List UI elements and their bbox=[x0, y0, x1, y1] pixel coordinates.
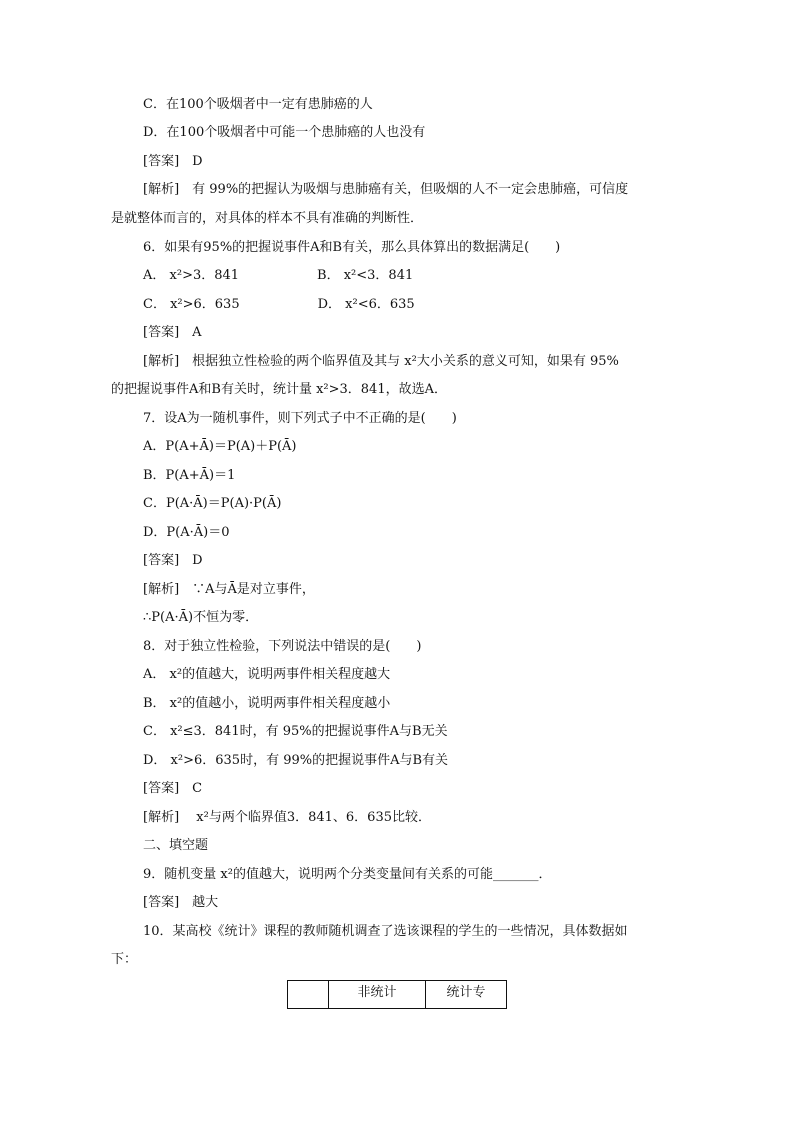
q8-option-c: C． x²≤3．841时，有 95%的把握说事件A与B无关 bbox=[143, 724, 448, 739]
question-6: 6．如果有95%的把握说事件A和B有关，那么具体算出的数据满足( ) bbox=[143, 240, 561, 255]
question-8: 8．对于独立性检验，下列说法中错误的是( ) bbox=[143, 639, 422, 654]
answer-label: [答案] C bbox=[143, 781, 203, 796]
question-9: 9．随机变量 x²的值越大，说明两个分类变量间有关系的可能_______． bbox=[143, 867, 552, 882]
analysis-text: [解析] 根据独立性检验的两个临界值及其与 x²大小关系的意义可知，如果有 95% bbox=[143, 354, 619, 369]
analysis-text-cont: ∴P(A·Ā)不恒为零． bbox=[143, 610, 259, 625]
answer-label: [答案] 越大 bbox=[143, 895, 219, 910]
q8-option-d: D． x²>6．635时，有 99%的把握说事件A与B有关 bbox=[143, 753, 449, 768]
analysis-text-cont: 是就整体而言的，对具体的样本不具有准确的判断性． bbox=[111, 211, 424, 226]
q6-options-ab: A． x²>3．841 B． x²<3．841 bbox=[143, 268, 414, 283]
answer-label: [答案] D bbox=[143, 553, 203, 568]
q8-option-a: A． x²的值越大，说明两事件相关程度越大 bbox=[143, 667, 391, 682]
analysis-text: [解析] ∵A与Ā是对立事件， bbox=[143, 582, 315, 597]
question-10: 10．某高校《统计》课程的教师随机调查了选该课程的学生的一些情况，具体数据如 bbox=[143, 924, 628, 939]
answer-label: [答案] D bbox=[143, 154, 203, 169]
analysis-text: [解析] 有 99%的把握认为吸烟与患肺癌有关，但吸烟的人不一定会患肺癌，可信度 bbox=[143, 182, 629, 197]
table-row bbox=[288, 981, 507, 1009]
option-d-text: D．在100个吸烟者中可能一个患肺癌的人也没有 bbox=[143, 125, 426, 140]
table-cell: 统计专 bbox=[426, 981, 507, 1009]
analysis-text-cont: 的把握说事件A和B有关时，统计量 x²>3．841，故选A． bbox=[111, 382, 447, 397]
option-c-text: C．在100个吸烟者中一定有患肺癌的人 bbox=[143, 97, 373, 112]
q7-option-c: C．P(A·Ā)＝P(A)·P(Ā) bbox=[143, 496, 282, 511]
answer-label: [答案] A bbox=[143, 325, 202, 340]
q6-options-cd: C． x²>6．635 D． x²<6．635 bbox=[143, 297, 415, 312]
question-10-cont: 下： bbox=[111, 952, 138, 967]
section-heading: 二、填空题 bbox=[143, 838, 209, 853]
analysis-text: [解析] x²与两个临界值3．841、6．635比较． bbox=[143, 810, 431, 825]
data-table bbox=[287, 980, 507, 1009]
q7-option-d: D．P(A·Ā)＝0 bbox=[143, 525, 230, 540]
q7-option-b: B．P(A+Ā)＝1 bbox=[143, 468, 236, 483]
q8-option-b: B． x²的值越小，说明两事件相关程度越小 bbox=[143, 696, 391, 711]
table-cell: 非统计 bbox=[329, 981, 426, 1009]
question-7: 7．设A为一随机事件，则下列式子中不正确的是( ) bbox=[143, 411, 457, 426]
q7-option-a: A．P(A+Ā)＝P(A)＋P(Ā) bbox=[143, 439, 297, 454]
table-cell bbox=[288, 981, 329, 1009]
